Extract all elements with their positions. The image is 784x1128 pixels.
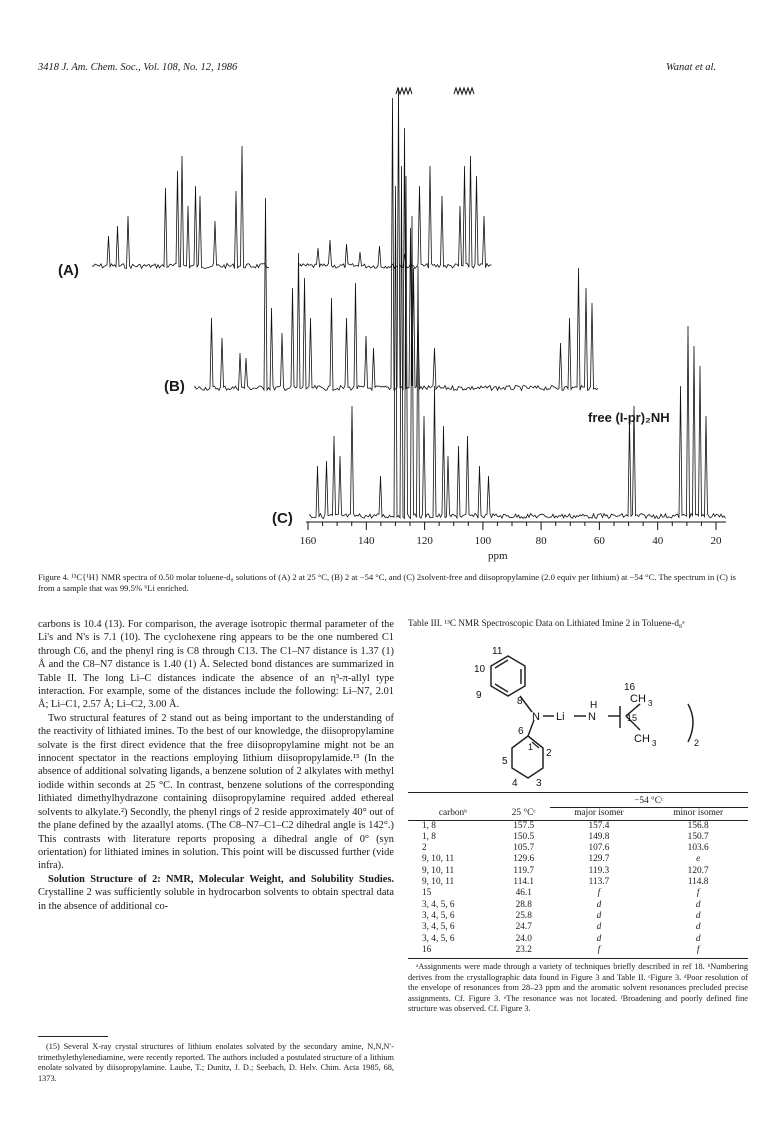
- table-cell: 156.8: [687, 820, 709, 831]
- table-title: Table III. ¹³C NMR Spectroscopic Data on Lithiated Imine 2 in Toluene-d₈ᵃ: [408, 618, 685, 628]
- spectrum-label-c: (C): [272, 510, 293, 527]
- table-header-row: [408, 808, 748, 820]
- table-cell: e: [696, 854, 701, 865]
- table-cell: d: [695, 933, 701, 944]
- lithiated-imine-structure: [408, 644, 748, 790]
- table-bottom-rule: [408, 958, 748, 959]
- table-row: [408, 900, 748, 911]
- column-header: carbonᵇ: [438, 808, 468, 819]
- column-header: 25 °Cᶜ: [511, 808, 536, 819]
- table-cell: d: [596, 910, 602, 921]
- column-header: major isomer: [574, 808, 624, 819]
- spectrum-trace: [310, 166, 726, 519]
- table-row: [408, 888, 748, 899]
- table-cell: 120.7: [687, 865, 709, 876]
- table-cell: d: [596, 922, 602, 933]
- table-row: [408, 866, 748, 877]
- table-cell: 105.7: [513, 843, 535, 854]
- table-cell: f: [597, 944, 601, 955]
- table-cell: 3, 4, 5, 6: [422, 899, 455, 910]
- paragraph-2: Two structural features of 2 stand out as being important to the understanding of the reactivity of lithiated imines. To the best of our knowledge, the diisopropylamine solvate is the first direct evidence that the free diisopropylamine might not be an innocent spectator in the reactions employing lithium diisopropylamide.¹⁵ (In the absence of additional solvating ligands, a benzene solution of 2 alkylates with methyl iodide within seconds at 25 °C. In contrast, benzene solutions of the corresponding lithiated dimethylhydrazone containing diisopropylamine required added ethereal solvents to alkylate.²) Secondly, the phenyl rings of 2 reside approximately 40° out of the plane defined by the azaallyl atoms. (The C8–N7–C1–C2 dihedral angle is 142°.) This contrasts with literature reports proposing a dihedral angle of 0° (syn orientation) for lithiated imines in solution. This point will be discussed further (vide infra).: [38, 712, 394, 872]
- table-cell: 149.8: [588, 831, 610, 842]
- nmr-spectra-plot: [0, 80, 784, 570]
- table-cell: 24.0: [515, 933, 532, 944]
- table-row: [408, 911, 748, 922]
- axis-tick-label: 60: [593, 535, 605, 547]
- table-body: [408, 820, 748, 956]
- spectrum-trace: [400, 156, 492, 269]
- data-table: [408, 792, 748, 959]
- axis-unit-label: ppm: [488, 550, 508, 562]
- table-row: [408, 832, 748, 843]
- axis-tick-label: 40: [652, 535, 664, 547]
- left-column: [38, 618, 394, 913]
- footnote-15: [38, 1042, 394, 1084]
- svg-text:5: 5: [502, 756, 508, 767]
- axis-tick-label: 160: [299, 535, 317, 547]
- group-header: −54 °Cᶜ: [550, 793, 748, 808]
- svg-text:2: 2: [694, 738, 700, 748]
- svg-text:3: 3: [536, 778, 542, 789]
- table-cell: 157.5: [513, 820, 535, 831]
- svg-text:N: N: [588, 711, 596, 723]
- table-cell: 23.2: [515, 944, 532, 955]
- paragraph-3: Crystalline 2 was sufficiently soluble in hydrocarbon solvents to obtain spectral data in the absence of additional co-: [38, 887, 394, 912]
- section-heading: Solution Structure of 2: NMR, Molecular Weight, and Solubility Studies.: [48, 873, 394, 885]
- axis-tick-labels: [0, 535, 784, 555]
- svg-text:Li: Li: [556, 711, 565, 723]
- spectrum-trace: [92, 146, 269, 269]
- table-cell: 114.1: [513, 877, 534, 888]
- table-cell: 119.7: [513, 865, 534, 876]
- table-cell: 150.7: [687, 831, 709, 842]
- table-cell: 157.4: [588, 820, 610, 831]
- table-cell: f: [696, 944, 700, 955]
- figure-caption: Figure 4. ¹³C{¹H} NMR spectra of 0.50 molar toluene-d₈ solutions of (A) 2 at 25 °C, (B) 2 at −54 °C, and (C) 2solvent-free and diisopropylamine (2.0 equiv per lithium) at −54 °C. The spectrum in (C) is from a sample that was 99.5% ⁶Li enriched.: [38, 572, 736, 593]
- table-cell: d: [695, 922, 701, 933]
- axis-tick-label: 100: [474, 535, 492, 547]
- paragraph-1: carbons is 10.4 (13). For comparison, the average isotropic thermal parameter of the Li's and N's is 7.1 (10). The cyclohexene ring appears to be the one numbered C1 through C6, and the phenyl ring is C8 through C13. The C1–N7 distance is 1.37 (1) Å and the C8–N7 distance is 1.40 (1) Å. Selected bond distances are summarized in Table II. The long Li–C distances indicate the absence of an η³-π-allyl type interaction. For example, some of the distances include the following: Li–N7, 2.01 Å; Li–C1, 2.57 Å; Li–C2, 3.00 Å.: [38, 619, 394, 711]
- table-notes-text: ᵃAssignments were made through a variety of techniques briefly described in ref 18. ᵇNumbering derives from the crystallographic data found in Figure 3 and Table II. ᶜFigure 3. ᵈPoor resolution of the envelope of resonances from 28–23 ppm and the aromatic solvent resonances precluded precise assignments. Cf. Figure 3. ᵉThe resonance was not located. ᶠBroadening and poorly defined fine structure was observed. Cf. Figure 3.: [408, 962, 748, 1014]
- footnote-rule: [38, 1036, 108, 1037]
- table-cell: 9, 10, 11: [422, 854, 455, 865]
- table-cell: 24.7: [515, 922, 532, 933]
- table-cell: 28.8: [515, 899, 532, 910]
- nmr-figure: [0, 80, 784, 570]
- table-row: [408, 945, 748, 956]
- footnote-text: (15) Several X-ray crystal structures of lithium enolates solvated by the secondary amine, N,N,N′-trimethylethylenediamine, were recently reported. The authors included a postulated structure of a lithium enolate solvated by diisopropylamine. Laube, T.; Dunitz, J. D.; Seebach, D. Helv. Chim. Acta 1985, 68, 1373.: [38, 1042, 394, 1083]
- svg-text:4: 4: [512, 778, 518, 789]
- svg-text:6: 6: [518, 726, 524, 737]
- svg-text:2: 2: [546, 748, 552, 759]
- table-cell: 2: [422, 843, 427, 854]
- page-header-right: Wanat et al.: [666, 62, 717, 73]
- svg-text:H: H: [590, 700, 598, 711]
- table-cell: 1, 8: [422, 831, 436, 842]
- spectrum-label-b: (B): [164, 378, 185, 395]
- table-cell: 114.8: [687, 877, 709, 888]
- table-cell: 150.5: [513, 831, 535, 842]
- svg-text:9: 9: [476, 690, 482, 701]
- axis-tick-label: 140: [358, 535, 375, 547]
- table-cell: 3, 4, 5, 6: [422, 922, 455, 933]
- table-cell: 113.7: [588, 877, 610, 888]
- svg-text:3: 3: [652, 739, 657, 748]
- table-row: [408, 854, 748, 865]
- free-amine-label: free (I-pr)₂NH: [588, 410, 670, 425]
- table-cell: d: [695, 899, 701, 910]
- table-cell: 129.6: [513, 854, 535, 865]
- svg-text:CH: CH: [634, 733, 650, 745]
- spectrum-label-a: (A): [58, 262, 79, 279]
- page-header-left: 3418 J. Am. Chem. Soc., Vol. 108, No. 12, 1986: [38, 62, 238, 73]
- spectrum-trace: [454, 88, 474, 94]
- table-cell: d: [596, 899, 602, 910]
- svg-text:1: 1: [528, 742, 534, 752]
- spectrum-trace: [388, 88, 598, 391]
- table-cell: f: [597, 888, 601, 899]
- spectrum-trace: [300, 240, 398, 268]
- struct-label: 11: [492, 646, 503, 657]
- table-row: [408, 922, 748, 933]
- axis-tick-label: 120: [416, 535, 433, 547]
- axis-tick-label: 80: [535, 535, 547, 547]
- svg-text:16: 16: [624, 682, 636, 693]
- svg-text:CH: CH: [630, 693, 646, 705]
- table-cell: 1, 8: [422, 820, 436, 831]
- spectrum-trace: [195, 198, 387, 391]
- table-cell: 3, 4, 5, 6: [422, 910, 455, 921]
- table-cell: 119.3: [588, 865, 610, 876]
- table-cell: 3, 4, 5, 6: [422, 933, 455, 944]
- table-notes: [408, 962, 748, 1015]
- table-row: [408, 934, 748, 945]
- table-row: [408, 843, 748, 854]
- table-cell: 15: [422, 888, 432, 899]
- svg-text:N: N: [532, 711, 540, 723]
- table-cell: 107.6: [588, 843, 610, 854]
- svg-text:10: 10: [474, 664, 486, 675]
- svg-text:8: 8: [517, 696, 523, 707]
- column-header: minor isomer: [673, 808, 724, 819]
- table-cell: 16: [422, 944, 432, 955]
- axis-tick-label: 20: [710, 535, 722, 547]
- table-cell: d: [596, 933, 602, 944]
- table-row: [408, 877, 748, 888]
- table-cell: 129.7: [588, 854, 610, 865]
- table-cell: 46.1: [515, 888, 532, 899]
- svg-text:15: 15: [627, 713, 638, 723]
- table-cell: 25.8: [515, 910, 532, 921]
- table-row: [408, 820, 748, 832]
- table-cell: 9, 10, 11: [422, 877, 455, 888]
- table-cell: f: [696, 888, 700, 899]
- svg-text:3: 3: [648, 699, 653, 708]
- chemical-structure: [408, 644, 748, 790]
- table-cell: d: [695, 910, 701, 921]
- table-cell: 9, 10, 11: [422, 865, 455, 876]
- table-cell: 103.6: [687, 843, 709, 854]
